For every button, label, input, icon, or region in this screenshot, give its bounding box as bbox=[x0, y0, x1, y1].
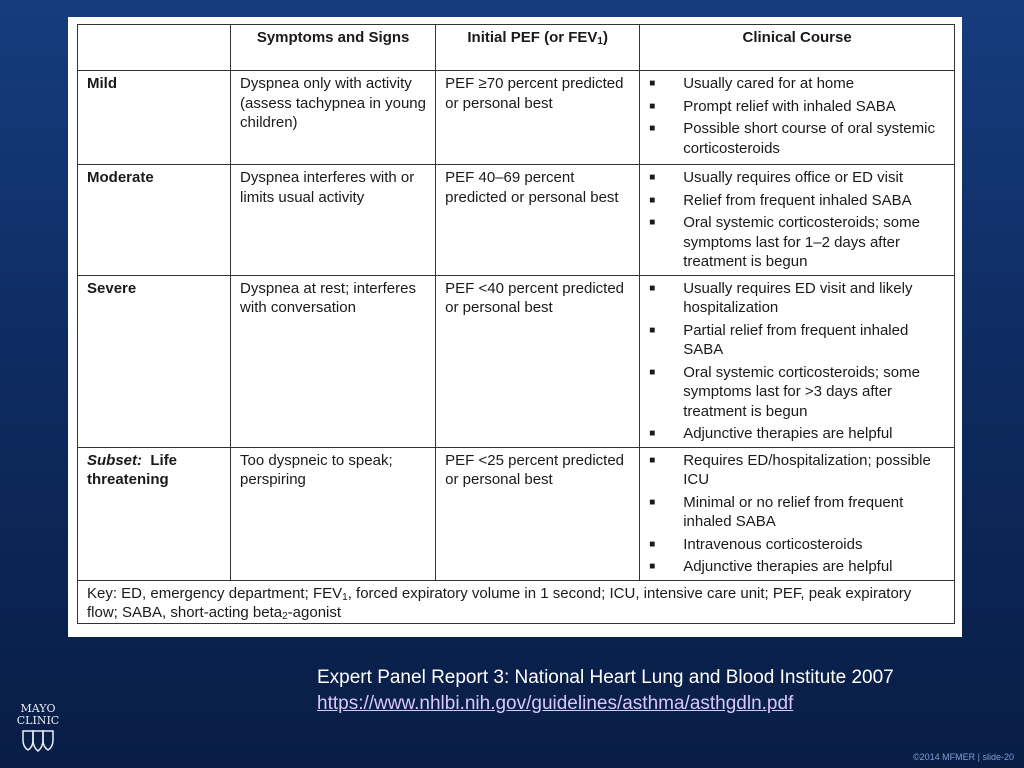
table-header-row bbox=[78, 25, 955, 71]
square-bullet-icon: ■ bbox=[649, 496, 656, 508]
severity-cell: Mild bbox=[78, 71, 231, 165]
course-item-text: Prompt relief with inhaled SABA bbox=[683, 97, 896, 115]
list-item bbox=[649, 168, 945, 188]
course-list bbox=[649, 168, 945, 272]
key-sub-1: 1 bbox=[342, 591, 348, 603]
header-severity bbox=[78, 25, 231, 71]
list-item bbox=[649, 279, 945, 318]
severity-cell: Severe bbox=[78, 275, 231, 447]
list-item bbox=[649, 97, 945, 117]
square-bullet-icon: ■ bbox=[649, 100, 656, 112]
header-clinical-course: Clinical Course bbox=[640, 25, 955, 71]
asthma-severity-table bbox=[77, 24, 955, 624]
key-text-3: -agonist bbox=[287, 604, 342, 621]
symptoms-cell: Dyspnea interferes with or limits usual activity bbox=[231, 165, 436, 276]
square-bullet-icon: ■ bbox=[649, 194, 656, 206]
course-item-text: Usually cared for at home bbox=[683, 75, 855, 92]
table-row-moderate bbox=[78, 165, 955, 276]
citation-source: Expert Panel Report 3: National Heart Lung and Blood Institute 2007 bbox=[317, 667, 894, 688]
course-list bbox=[649, 451, 945, 577]
list-item bbox=[649, 493, 945, 532]
list-item bbox=[649, 74, 945, 94]
square-bullet-icon: ■ bbox=[649, 561, 656, 572]
list-item bbox=[649, 557, 945, 577]
logo-line-1: MAYO bbox=[20, 702, 56, 715]
course-item-text: Adjunctive therapies are helpful bbox=[683, 425, 893, 442]
table-key-row bbox=[78, 580, 955, 623]
list-item bbox=[649, 119, 945, 158]
symptoms-cell: Dyspnea only with activity (assess tachypnea in young children) bbox=[231, 71, 436, 165]
table-row-severe bbox=[78, 275, 955, 447]
square-bullet-icon: ■ bbox=[649, 123, 656, 134]
list-item bbox=[649, 424, 945, 444]
header-symptoms: Symptoms and Signs bbox=[231, 25, 436, 71]
course-list bbox=[649, 279, 945, 444]
symptoms-cell: Too dyspneic to speak; perspiring bbox=[231, 447, 436, 580]
course-item-text: Adjunctive therapies are helpful bbox=[683, 558, 893, 575]
course-item-text: Relief from frequent inhaled SABA bbox=[683, 191, 912, 209]
table-row-mild bbox=[78, 71, 955, 165]
pef-cell: PEF ≥70 percent predicted or personal best bbox=[436, 71, 640, 165]
course-cell bbox=[640, 447, 955, 580]
pef-cell: PEF <40 percent predicted or personal best bbox=[436, 275, 640, 447]
slide-footer: ©2014 MFMER | slide-20 bbox=[912, 752, 1014, 762]
course-cell bbox=[640, 165, 955, 276]
key-text-2: , forced expiratory volume in 1 second; ICU, intensive care unit; PEF, peak expiratory flow; SABA, short-acting beta bbox=[87, 584, 912, 621]
square-bullet-icon: ■ bbox=[649, 78, 656, 89]
header-pef-text: Initial PEF (or FEV bbox=[467, 29, 598, 46]
list-item bbox=[649, 321, 945, 360]
header-initial-pef bbox=[436, 25, 640, 71]
subset-prefix: Subset: bbox=[87, 451, 143, 469]
pef-cell: PEF 40–69 percent predicted or personal best bbox=[436, 165, 640, 276]
square-bullet-icon: ■ bbox=[649, 454, 656, 466]
course-item-text: Requires ED/hospitalization; possible ICU bbox=[683, 451, 931, 488]
key-cell bbox=[78, 580, 955, 623]
key-sub-2: 2 bbox=[282, 611, 288, 622]
course-item-text: Partial relief from frequent inhaled SABA bbox=[683, 321, 909, 358]
symptoms-cell: Dyspnea at rest; interferes with conversation bbox=[231, 275, 436, 447]
square-bullet-icon: ■ bbox=[649, 217, 656, 228]
list-item bbox=[649, 191, 945, 211]
course-item-text: Oral systemic corticosteroids; some symptoms last for >3 days after treatment is begun bbox=[683, 363, 920, 420]
table-row-life-threatening bbox=[78, 447, 955, 580]
course-list bbox=[649, 74, 945, 158]
logo-line-2: CLINIC bbox=[16, 714, 60, 727]
course-item-text: Possible short course of oral systemic corticosteroids bbox=[683, 120, 935, 157]
course-item-text: Intravenous corticosteroids bbox=[683, 535, 863, 553]
list-item bbox=[649, 363, 945, 422]
list-item bbox=[649, 213, 945, 272]
severity-cell: Moderate bbox=[78, 165, 231, 276]
square-bullet-icon: ■ bbox=[649, 282, 656, 294]
key-text-1: Key: ED, emergency department; FEV bbox=[87, 584, 343, 602]
mayo-clinic-logo bbox=[10, 703, 66, 753]
three-shields-icon bbox=[21, 729, 55, 753]
list-item bbox=[649, 535, 945, 555]
guideline-table-panel bbox=[68, 17, 962, 637]
subset-severity-label: Life threatening bbox=[87, 451, 178, 488]
header-pef-close: ) bbox=[602, 29, 608, 46]
citation-link[interactable]: https://www.nhlbi.nih.gov/guidelines/asthma/asthgdln.pdf bbox=[317, 693, 794, 714]
pef-cell: PEF <25 percent predicted or personal best bbox=[436, 447, 640, 580]
course-item-text: Usually requires ED visit and likely hospitalization bbox=[683, 279, 913, 316]
square-bullet-icon: ■ bbox=[649, 366, 656, 378]
square-bullet-icon: ■ bbox=[649, 324, 656, 336]
header-pef-sub: 1 bbox=[597, 36, 603, 47]
citation bbox=[317, 665, 894, 717]
square-bullet-icon: ■ bbox=[649, 172, 656, 183]
square-bullet-icon: ■ bbox=[649, 538, 656, 550]
square-bullet-icon: ■ bbox=[649, 428, 656, 439]
severity-cell bbox=[78, 447, 231, 580]
course-item-text: Oral systemic corticosteroids; some symptoms last for 1–2 days after treatment is begun bbox=[683, 214, 920, 270]
course-item-text: Minimal or no relief from frequent inhaled SABA bbox=[683, 493, 904, 530]
course-cell bbox=[640, 275, 955, 447]
list-item bbox=[649, 451, 945, 490]
course-cell bbox=[640, 71, 955, 165]
course-item-text: Usually requires office or ED visit bbox=[683, 169, 904, 186]
